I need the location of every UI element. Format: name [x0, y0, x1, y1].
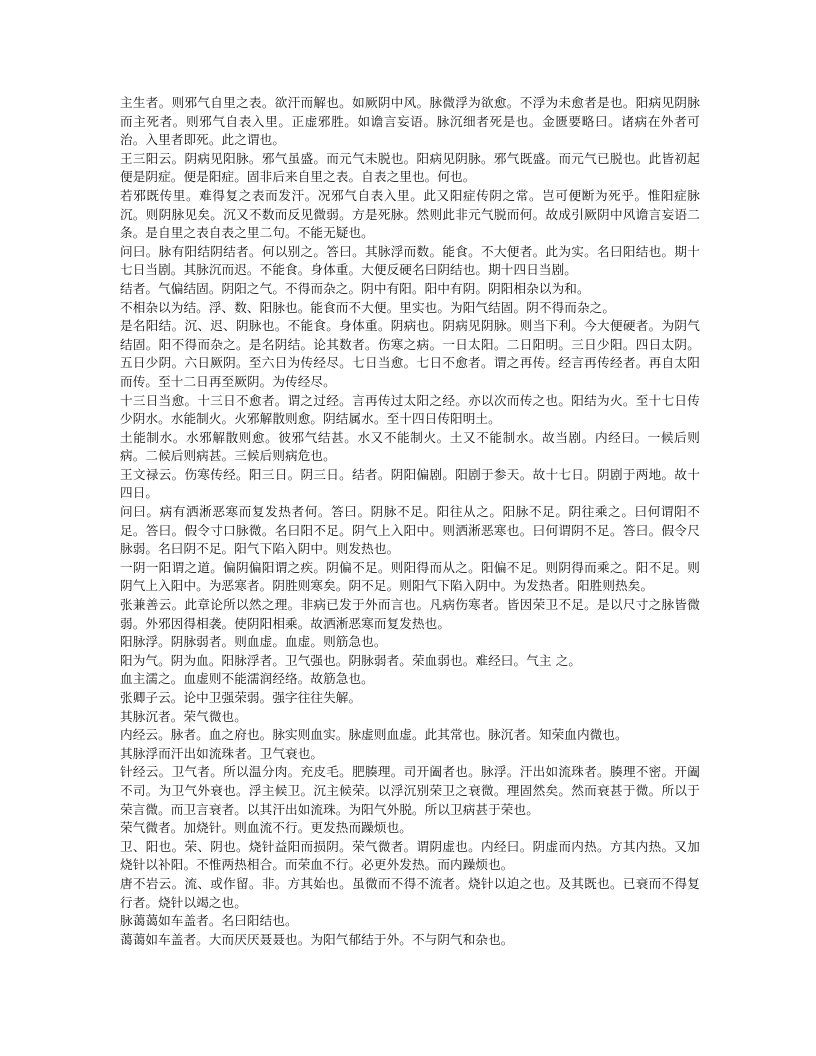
paragraph: 阳脉浮。阴脉弱者。则血虚。血虚。则筋急也。 — [120, 634, 387, 650]
paragraph: 结者。气偏结固。阴阳之气。不得而杂之。阴中有阳。阳中有阴。阴阳相杂以为和。 — [120, 280, 590, 296]
paragraph: 问曰。脉有阳结阴结者。何以别之。答曰。其脉浮而数。能食。不大便者。此为实。名曰阳结也。期十七日当剧。其脉沉而迟。不能食。身体重。大便反硬名曰阴结也。期十四日当剧。 — [120, 243, 700, 278]
paragraph: 内经云。脉者。血之府也。脉实则血实。脉虚则血虚。此其常也。脉沉者。知荣血内微也。 — [120, 727, 628, 743]
paragraph: 王文禄云。伤寒传经。阳三日。阴三日。结者。阴阳偏剧。阳剧于参天。故十七日。阴剧于两地。故十四日。 — [120, 466, 700, 501]
paragraph: 是名阳结。沉、迟、阴脉也。不能食。身体重。阴病也。阴病见阴脉。则当下利。今大便硬者。为阴气结固。阳不得而杂之。是名阴结。论其数者。伤寒之病。一日太阳。二日阳明。三日少阳。四日太阴。五日少阴。六日厥阴。至六日为传经尽。七日当愈。七日不愈者。谓之再传。经言再传经者。再自太阳而传。至十二日再至厥阴。为传经尽。 — [120, 318, 700, 389]
paragraph: 主生者。则邪气自里之表。欲汗而解也。如厥阴中风。脉微浮为欲愈。不浮为未愈者是也。阳病见阴脉而主死者。则邪气自表入里。正虚邪胜。如谵言妄语。脉沉细者死是也。金匮要略曰。诸病在外者可治。入里者即死。此之谓也。 — [120, 95, 700, 148]
paragraph: 针经云。卫气者。所以温分肉。充皮毛。肥腠理。司开阖者也。脉浮。汗出如流珠者。腠理不密。开阖不司。为卫气外衰也。浮主候卫。沉主候荣。以浮沉别荣卫之衰微。理固然矣。然而衰甚于微。所以于荣言微。而卫言衰者。以其汗出如流珠。为阳气外脱。所以卫病甚于荣也。 — [120, 764, 700, 817]
paragraph: 不相杂以为结。浮、数、阳脉也。能食而不大便。里实也。为阳气结固。阴不得而杂之。 — [120, 299, 616, 315]
document-body — [120, 94, 700, 949]
paragraph: 一阴一阳谓之道。偏阴偏阳谓之疾。阴偏不足。则阳得而从之。阳偏不足。则阴得而乘之。阳不足。则阴气上入阳中。为恶寒者。阴胜则寒矣。阴不足。则阳气下陷入阴中。为发热者。阳胜则热矣。 — [120, 559, 700, 594]
paragraph: 张兼善云。此章论所以然之理。非病已发于外而言也。凡病伤寒者。皆因荣卫不足。是以尺寸之脉皆微弱。外邪因得相袭。使阴阳相乘。故洒淅恶寒而复发热也。 — [120, 597, 700, 631]
paragraph: 其脉沉者。荣气微也。 — [120, 708, 247, 724]
paragraph: 脉蔼蔼如车盖者。名曰阳结也。 — [120, 913, 298, 929]
paragraph: 血主濡之。血虚则不能濡润经络。故筋急也。 — [120, 671, 374, 687]
paragraph: 若邪既传里。难得复之表而发汗。况邪气自表入里。此又阳症传阴之常。岂可便断为死乎。惟阳症脉沉。则阴脉见矣。沉又不数而反见微弱。方是死脉。然则此非元气脱而何。故成引厥阴中风谵言妄语二条。是自里之表自表之里二句。不能无疑也。 — [120, 187, 700, 241]
paragraph: 张卿子云。论中卫强荣弱。强字往往失解。 — [120, 690, 362, 705]
paragraph: 王三阳云。阴病见阳脉。邪气虽盛。而元气未脱也。阳病见阴脉。邪气既盛。而元气已脱也。此皆初起便是阴症。便是阳症。固非后来自里之表。自表之里也。何也。 — [120, 150, 700, 185]
paragraph: 蔼蔼如车盖者。大而厌厌聂聂也。为阳气郁结于外。不与阴气和杂也。 — [120, 931, 514, 947]
paragraph: 土能制水。水邪解散则愈。彼邪气结甚。水又不能制火。土又不能制水。故当剧。内经曰。一候后则病。二候后则病甚。三候后则病危也。 — [120, 429, 700, 464]
paragraph: 唐不岩云。流、或作留。非。方其始也。虽微而不得不流者。烧针以迫之也。及其既也。已衰而不得复行者。烧针以竭之也。 — [120, 875, 700, 910]
paragraph: 阳为气。阴为血。阳脉浮者。卫气强也。阴脉弱者。荣血弱也。难经曰。气主 之。 — [120, 652, 582, 668]
paragraph: 卫、阳也。荣、阴也。烧针益阳而损阴。荣气微者。谓阴虚也。内经曰。阴虚而内热。方其内热。又加烧针以补阳。不惟两热相合。而荣血不行。必更外发热。而内躁烦也。 — [120, 838, 700, 873]
paragraph: 十三日当愈。十三日不愈者。谓之过经。言再传过太阳之经。亦以次而传之也。阳结为火。至十七日传少阴水。水能制火。火邪解散则愈。阴结属水。至十四日传阳明土。 — [120, 392, 700, 427]
paragraph: 问曰。病有洒淅恶寒而复发热者何。答曰。阴脉不足。阳往从之。阳脉不足。阴往乘之。曰何谓阳不足。答曰。假令寸口脉微。名曰阳不足。阴气上入阳中。则洒淅恶寒也。曰何谓阴不足。答曰。假令尺脉弱。名曰阴不足。阳气下陷入阴中。则发热也。 — [120, 504, 700, 557]
paragraph: 荣气微者。加烧针。则血流不行。更发热而躁烦也。 — [120, 820, 412, 836]
paragraph: 其脉浮而汗出如流珠者。卫气衰也。 — [120, 745, 324, 761]
